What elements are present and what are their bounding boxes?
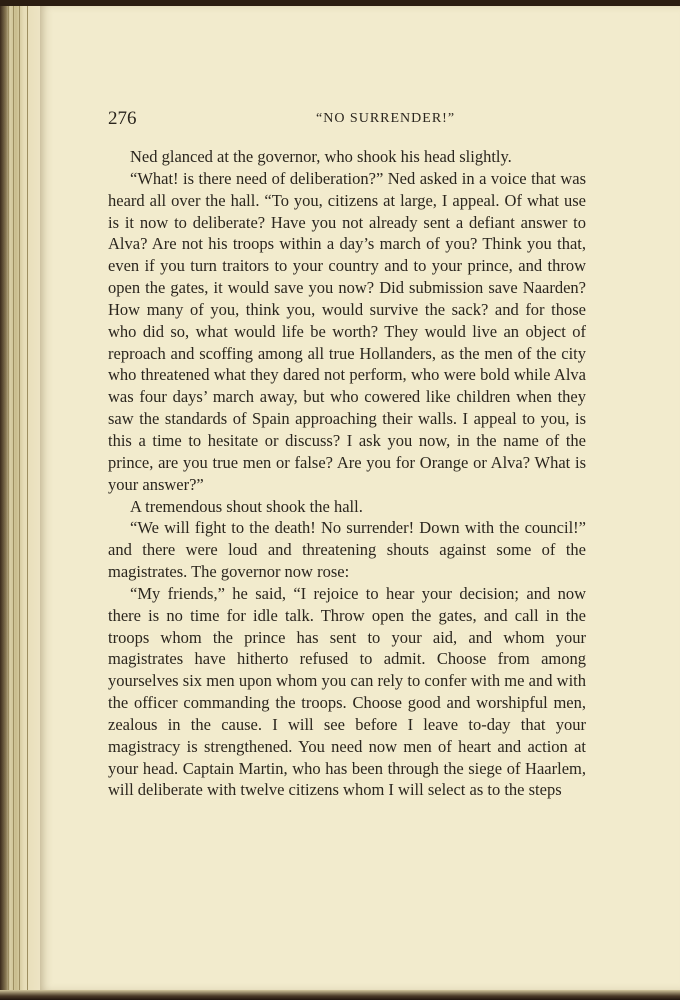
page-edge-line: [13, 6, 14, 990]
paragraph: “We will fight to the death! No surrender! Down with the council!” and there were loud and threatening shouts against some of the magistrates. The governor now rose:: [108, 518, 586, 582]
page-edge-line: [27, 6, 28, 990]
paragraph: Ned glanced at the governor, who shook his head slightly.: [130, 147, 512, 166]
paragraph: “My friends,” he said, “I rejoice to hear your decision; and now there is no time for idle talk. Throw open the gates, and call in the troops whom the prince has sent to your aid, and whom your magistrates have hitherto refused to admit. Choose from among yourselves six men upon whom you can rely to confer with me and with the officer commanding the troops. Choose good and worshipful men, zealous in the cause. I will see before I leave to-day that your magistracy is strengthened. You need now men of heart and action at your head. Captain Martin, who has been through the siege of Haarlem, will deliberate with twelve citizens whom I will select as to the steps: [108, 583, 586, 800]
page-edge-line: [8, 6, 9, 990]
page-number: 276: [108, 108, 137, 129]
paragraph: A tremendous shout shook the hall.: [130, 496, 363, 516]
running-title: “NO SURRENDER!”: [316, 111, 456, 126]
body-text: [108, 146, 586, 801]
page-edge-line: [19, 6, 20, 990]
bottom-edge: [0, 990, 680, 1000]
page-header: [108, 108, 528, 132]
paragraph: “What! is there need of deliberation?” Ned asked in a voice that was heard all over the hall. “To you, citizens at large, I appeal. Of what use is it now to deliberate? Have you not already sent a defiant answer to Alva? Are not his troops within a day’s march of you? Think you that, even if you turn traitors to your country and to your prince, and throw open the gates, it would save you now? Did submission save Naarden? How many of you, think you, would survive the sack? and for those who did so, what would life be worth? They would live an object of reproach and scoffing among all true Hollanders, as the men of the city who threatened what they dared not perform, who were bold while Alva was four days’ march away, but who cowered like children when they saw the standards of Spain approaching their walls. I appeal to you, is this a time to hesitate or discuss? I ask you now, in the name of the prince, are you true men or false? Are you for Orange or Alva? What is your answer?”: [108, 168, 586, 494]
